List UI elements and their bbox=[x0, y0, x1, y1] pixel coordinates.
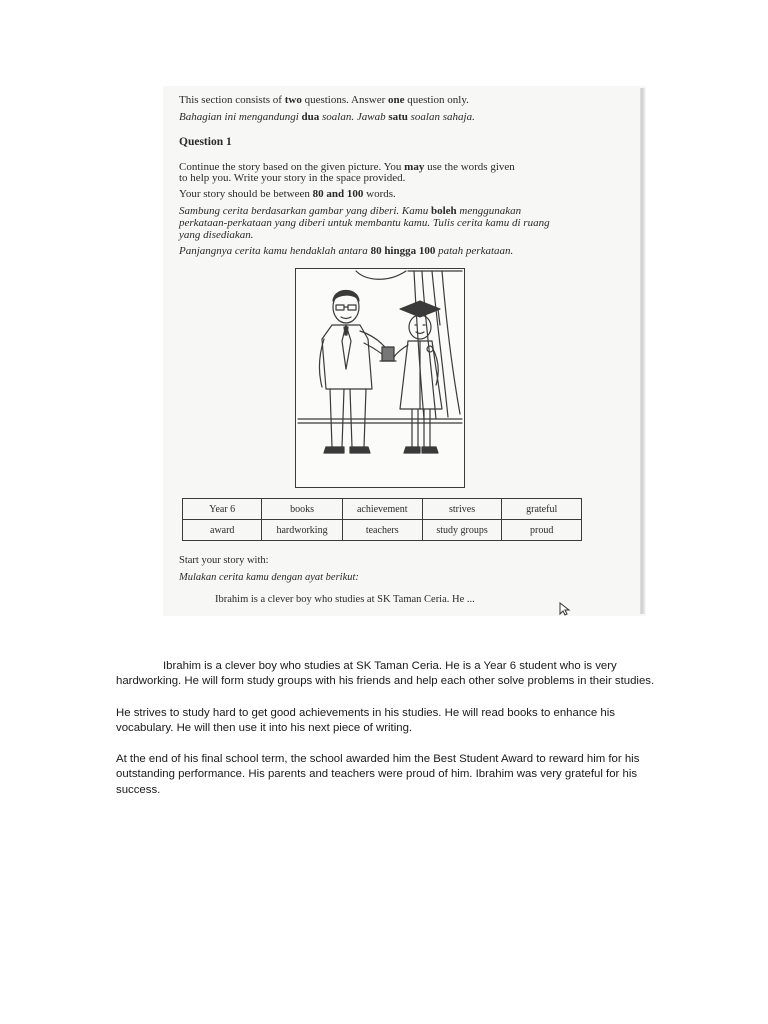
table-cell: grateful bbox=[502, 499, 582, 520]
answer-paragraph: Ibrahim is a clever boy who studies at SK Taman Ceria. He is a Year 6 student who is very hardworking. He will form study groups with his friends and help each other solve problems in their studies. bbox=[116, 660, 655, 688]
table-row bbox=[183, 499, 582, 520]
instruction-malay: Bahagian ini mengandungi dua soalan. Jawab satu soalan sahaja. bbox=[179, 111, 475, 123]
table-cell: achievement bbox=[342, 499, 422, 520]
table-cell: Year 6 bbox=[183, 499, 262, 520]
task-english-line-1: Continue the story based on the given picture. You may use the words given bbox=[179, 161, 515, 173]
table-cell: study groups bbox=[422, 520, 502, 541]
task-malay-line-3: yang disediakan. bbox=[179, 229, 254, 241]
table-cell: books bbox=[262, 499, 342, 520]
table-cell: strives bbox=[422, 499, 502, 520]
start-sentence: Ibrahim is a clever boy who studies at SK Taman Ceria. He ... bbox=[215, 594, 475, 605]
answer-paragraph: He strives to study hard to get good achievements in his studies. He will read books to enhance his vocabulary. He will then use it into his next piece of writing. bbox=[116, 706, 615, 734]
table-cell: proud bbox=[502, 520, 582, 541]
mouse-pointer-icon bbox=[559, 602, 571, 616]
scanned-exam-page bbox=[163, 86, 646, 616]
task-malay-line-2: perkataan-perkataan yang diberi untuk membantu kamu. Tulis cerita kamu di ruang bbox=[179, 217, 550, 229]
scan-page-edge bbox=[640, 88, 645, 614]
prize-giving-drawing bbox=[296, 269, 464, 487]
helper-words-table bbox=[182, 498, 582, 541]
task-english-line-2: to help you. Write your story in the space provided. bbox=[179, 172, 406, 184]
table-cell: award bbox=[183, 520, 262, 541]
task-malay-line-1: Sambung cerita berdasarkan gambar yang diberi. Kamu boleh menggunakan bbox=[179, 205, 522, 217]
table-cell: hardworking bbox=[262, 520, 342, 541]
task-english-line-3: Your story should be between 80 and 100 words. bbox=[179, 188, 396, 200]
start-label-malay: Mulakan cerita kamu dengan ayat berikut: bbox=[179, 572, 359, 583]
question-title: Question 1 bbox=[179, 136, 232, 148]
instruction-english: This section consists of two questions. Answer one question only. bbox=[179, 94, 469, 106]
story-answer bbox=[116, 659, 656, 814]
prize-giving-illustration bbox=[295, 268, 465, 488]
answer-paragraph: At the end of his final school term, the school awarded him the Best Student Award to reward him for his outstanding performance. His parents and teachers were proud of him. Ibrahim was very grateful for his success. bbox=[116, 753, 640, 796]
start-label: Start your story with: bbox=[179, 555, 269, 566]
table-cell: teachers bbox=[342, 520, 422, 541]
task-malay-line-4: Panjangnya cerita kamu hendaklah antara 80 hingga 100 patah perkataan. bbox=[179, 245, 514, 257]
table-row bbox=[183, 520, 582, 541]
